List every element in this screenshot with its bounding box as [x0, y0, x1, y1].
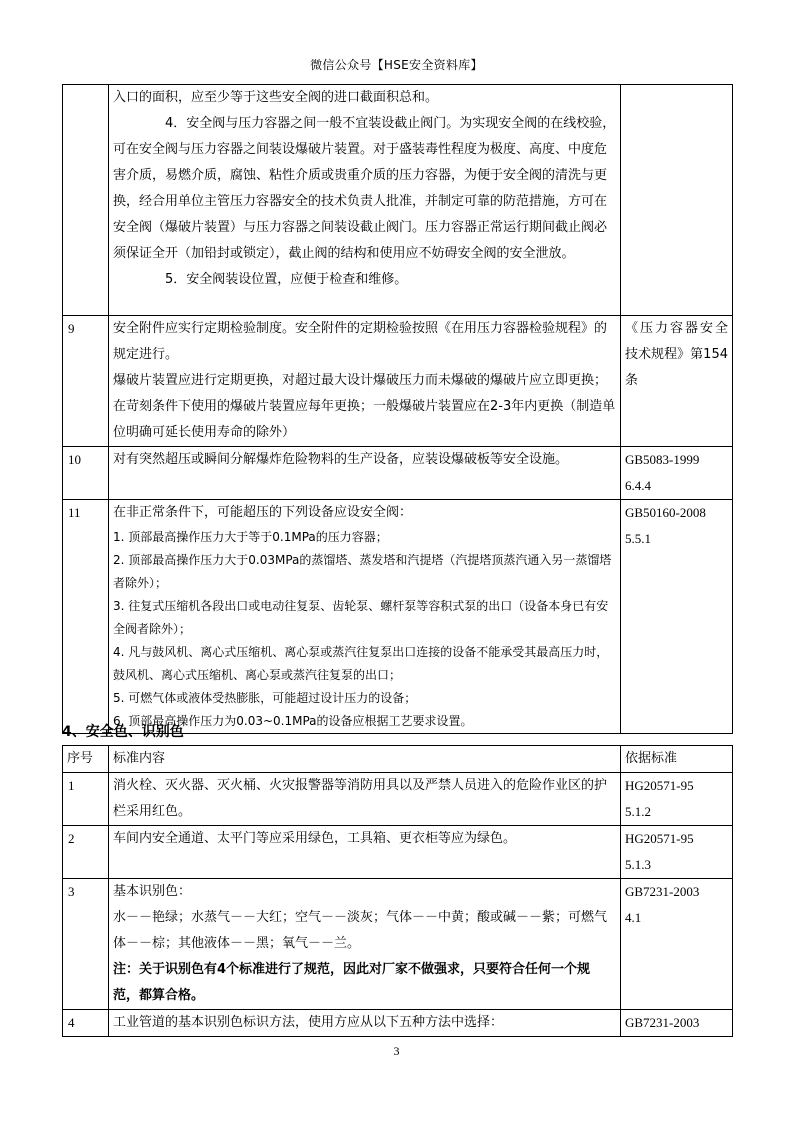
row-number-cell: 4	[63, 1010, 109, 1037]
reference-cell	[621, 879, 733, 1010]
list-item: 5. 可燃气体或液体受热膨胀，可能超过设计压力的设备；	[113, 691, 417, 705]
row-number-cell: 10	[63, 447, 109, 500]
list-item: 4. 凡与鼓风机、离心式压缩机、离心泵或蒸汽往复泵出口连接的设备不能承受其最高压力时，鼓风机、离心式压缩机、离心泵或蒸汽往复泵的出口；	[113, 645, 609, 682]
content-cell: 车间内安全通道、太平门等应采用绿色，工具箱、更衣柜等应为绿色。	[109, 826, 621, 879]
standard-code: HG20571-95	[625, 831, 694, 846]
row3-text-1: 基本识别色：	[113, 884, 192, 899]
table-row	[63, 447, 733, 500]
reference-cell	[621, 500, 733, 734]
row9-text-1: 安全附件应实行定期检验制度。安全附件的定期检验按照《在用压力容器检验规程》的规定进行。	[113, 321, 608, 362]
list-item: 3. 往复式压缩机各段出口或电动往复泵、齿轮泵、螺杆泵等容积式泵的出口（设备本身已有安全阀者除外）；	[113, 599, 609, 636]
row9-text-2: 爆破片装置应进行定期更换，对超过最大设计爆破压力而未爆破的爆破片应立即更换；在苛刻条件下使用的爆破片装置应每年更换；一般爆破片装置应在2-3年内更换（制造单位明确可延长使用寿命的除外）	[113, 373, 616, 440]
standard-clause: 5.1.2	[625, 804, 651, 819]
standard-clause: 6.4.4	[625, 478, 651, 493]
row-number-cell: 1	[63, 773, 109, 826]
standard-code: GB50160-2008	[625, 505, 706, 520]
page-header: 微信公众号【HSE安全资料库】	[310, 58, 483, 72]
row-number-cell: 2	[63, 826, 109, 879]
clause-5-text: 5．安全阀装设位置，应便于检查和维修。	[165, 272, 408, 287]
table-row	[63, 500, 733, 734]
reference-cell	[621, 826, 733, 879]
table-row	[63, 826, 733, 879]
content-cell: 工业管道的基本识别色标识方法，使用方应从以下五种方法中选择：	[109, 1010, 621, 1037]
row-number-cell	[63, 85, 109, 316]
table-row	[63, 85, 733, 316]
list-item: 1. 顶部最高操作压力大于等于0.1MPa的压力容器；	[113, 530, 388, 544]
standard-clause: 4.1	[625, 910, 642, 925]
reference-cell: GB7231-2003	[621, 1010, 733, 1037]
standard-clause: 5.5.1	[625, 531, 651, 546]
reference-cell	[621, 447, 733, 500]
standard-code: GB5083-1999	[625, 452, 700, 467]
row-number-cell: 9	[63, 316, 109, 447]
standard-code: GB7231-2003	[625, 884, 700, 899]
row11-intro: 在非正常条件下，可能超压的下列设备应设安全阀：	[113, 505, 413, 520]
content-cell	[109, 879, 621, 1010]
section-title: 4、安全色、识别色	[62, 724, 184, 740]
content-cell: 对有突然超压或瞬间分解爆炸危险物料的生产设备，应装设爆破板等安全设施。	[109, 447, 621, 500]
continued-text: 入口的面积，应至少等于这些安全阀的进口截面积总和。	[113, 90, 439, 105]
reference-cell	[621, 773, 733, 826]
column-header: 标准内容	[109, 746, 621, 773]
row3-note: 注：关于识别色有4个标准进行了规范，因此对厂家不做强求，只要符合任何一个规范，都算合格。	[113, 962, 591, 1003]
content-cell	[109, 500, 621, 734]
standard-clause: 5.1.3	[625, 857, 651, 872]
content-cell	[109, 85, 621, 316]
table-header-row	[63, 746, 733, 773]
table-row	[63, 773, 733, 826]
row3-text-2: 水－－艳绿；水蒸气－－大红；空气－－淡灰；气体－－中黄；酸或碱－－紫；可燃气体－－棕；其他液体－－黑；氧气－－兰。	[113, 910, 608, 951]
list-item: 6. 顶部最高操作压力为0.03~0.1MPa的设备应根据工艺要求设置。	[113, 714, 473, 728]
reference-cell: 《压力容器安全技术规程》第154条	[621, 316, 733, 447]
page-number: 3	[393, 1044, 400, 1058]
content-cell: 消火栓、灭火器、灭火桶、火灾报警器等消防用具以及严禁人员进入的危险作业区的护栏采用红色。	[109, 773, 621, 826]
table-row	[63, 879, 733, 1010]
content-cell	[109, 316, 621, 447]
column-header: 序号	[63, 746, 109, 773]
safety-valve-table	[62, 84, 733, 734]
row-number-cell: 3	[63, 879, 109, 1010]
row-number-cell: 11	[63, 500, 109, 734]
safety-color-table	[62, 745, 733, 1037]
standard-code: HG20571-95	[625, 778, 694, 793]
table-row	[63, 316, 733, 447]
column-header: 依据标准	[621, 746, 733, 773]
clause-4-text: 4．安全阀与压力容器之间一般不宜装设截止阀门。为实现安全阀的在线校验，可在安全阀与压力容器之间装设爆破片装置。对于盛装毒性程度为极度、高度、中度危害介质，易燃介质，腐蚀、粘性介质或贵重介质的压力容器，为便于安全阀的清洗与更换，经合用单位主管压力容器安全的技术负责人批准，并制定可靠的防范措施，方可在安全阀（爆破片装置）与压力容器之间装设截止阀门。压力容器正常运行期间截止阀必须保证全开（加铅封或锁定），截止阀的结构和使用应不妨碍安全阀的安全泄放。	[113, 116, 616, 261]
reference-cell	[621, 85, 733, 316]
list-item: 2. 顶部最高操作压力大于0.03MPa的蒸馏塔、蒸发塔和汽提塔（汽提塔顶蒸汽通入另一蒸馏塔者除外）；	[113, 553, 612, 590]
table-row	[63, 1010, 733, 1037]
